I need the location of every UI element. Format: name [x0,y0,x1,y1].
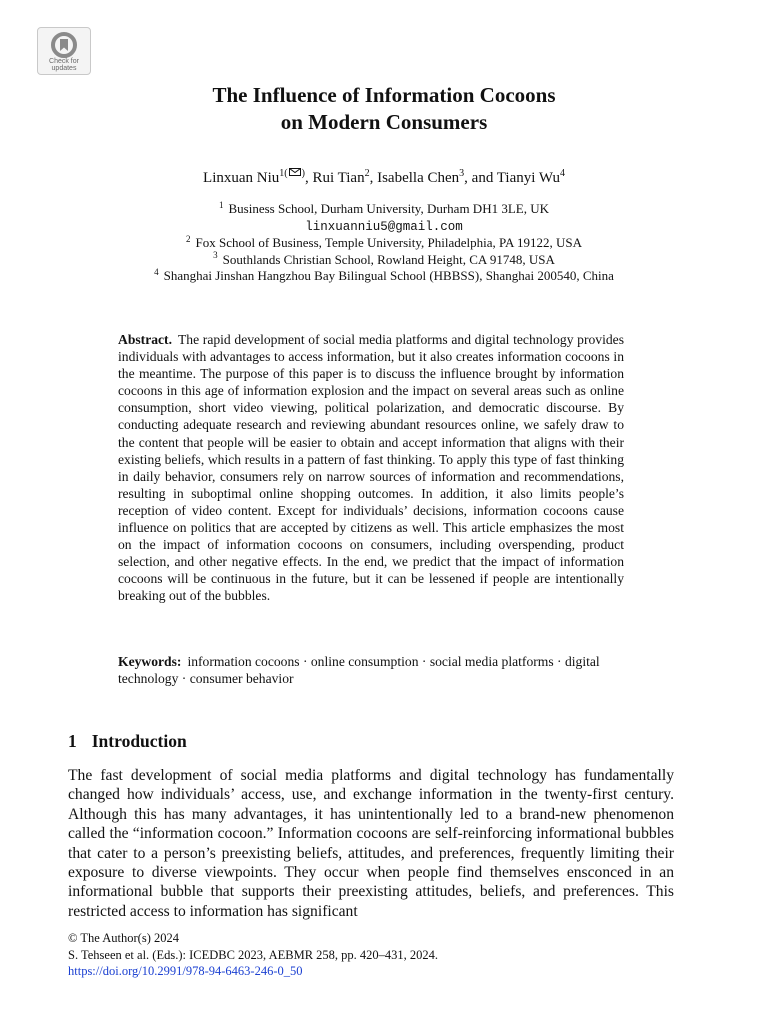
affiliation-4: $^4$ Shanghai Jinshan Hangzhou Bay Bilingual School (HBBSS), Shanghai 200540, China [154,266,614,283]
affiliation-3: $^3$ Southlands Christian School, Rowland Height, CA 91748, USA [213,250,555,267]
author-affil-mark: 1( ) [279,168,305,179]
abstract [118,331,624,605]
section-heading [68,730,187,752]
affiliation-1: $^1$ Business School, Durham University, Durham DH1 3LE, UK [218,199,549,216]
section-title: Introduction [91,731,187,751]
author-separator: , [369,170,378,186]
author-name: Isabella Chen [377,170,460,186]
paper-title [0,82,768,136]
author-separator: , and [464,170,497,186]
author-affil-mark: 2 [364,168,370,179]
abstract-text: The rapid development of social media platforms and digital technology provides individuals with advantages to access information, but it also creates information cocoons in the meantime. The purpose of this paper is to discuss the influence brought by information cocoons in this age of information explosion and the impact on several areas such as online consumption, short video viewing, political polarization, and democratic discourse. By conducting adequate research and reviewing abundant resources online, we safely draw to the content that people will be easier to obtain and accept information that aligns with their existing beliefs, which results in a pattern of fast thinking. To apply this type of fast thinking in daily behavior, consumers rely on narrow sources of information and recommendations, resulting in suboptimal online shopping outcomes. In addition, it also limits people’s reception of video content. Except for individuals’ decisions, information cocoons cause influence on politics that are accepted by citizens as well. This article emphasizes the most on the impact of information cocoons on consumers, including overspending, product selection, and other negative effects. In the end, we predict that the impact of information cocoons will be continuous in the future, but it can be lessened if people are intentionally breaking out of the bubbles. [118,332,624,604]
keywords-text: information cocoons · online consumption · social media platforms · digital technology · consumer behavior [118,654,600,687]
introduction-paragraph: The fast development of social media platforms and digital technology has fundamentally changed how individuals’ access, use, and exchange information in the twenty-first century. Although this has many advantages, it has unintentionally led to a brand-new phenomenon called the “information cocoon.” Information cocoons are self-reinforcing informational bubbles that cater to a person’s preexisting beliefs, attitudes, and preferences, frequently limiting their exposure to diverse viewpoints. They occur when people find themselves ensconced in an informational bubble that supports their preexisting attitudes, beliefs, and preferences. This restricted access to information has significant [68,767,674,920]
author-affil-mark: 3 [459,168,465,179]
citation-line: S. Tehseen et al. (Eds.): ICEDBC 2023, AEBMR 258, pp. 420–431, 2024. [68,947,439,962]
badge-label-line1: Check for [49,58,79,65]
title-line-1: The Influence of Information Cocoons [212,83,556,107]
keywords [118,653,624,687]
author-name: Linxuan Niu [203,170,280,186]
affiliation-2: $^2$ Fox School of Business, Temple University, Philadelphia, PA 19122, USA [186,233,582,250]
author-separator: , [304,170,313,186]
keywords-label: Keywords: [118,654,182,669]
doi-link[interactable]: https://doi.org/10.2991/978-94-6463-246-0_50 [68,964,303,978]
author-name: Tianyi Wu [496,170,560,186]
author-list [0,168,768,188]
title-line-2: on Modern Consumers [280,110,488,134]
check-for-updates-badge[interactable] [37,27,91,75]
abstract-label: Abstract. [118,332,172,347]
mail-icon [289,168,301,176]
bookmark-ring-icon [51,32,77,58]
author-name: Rui Tian [312,170,365,186]
badge-label-line2: updates [51,65,77,72]
author-email[interactable]: linxuanniu5@gmail.com [305,219,463,234]
footer [68,930,438,980]
affiliations [0,201,768,285]
section-number: 1 [68,731,77,751]
copyright-line: © The Author(s) 2024 [68,931,179,945]
author-affil-mark: 4 [559,168,565,179]
